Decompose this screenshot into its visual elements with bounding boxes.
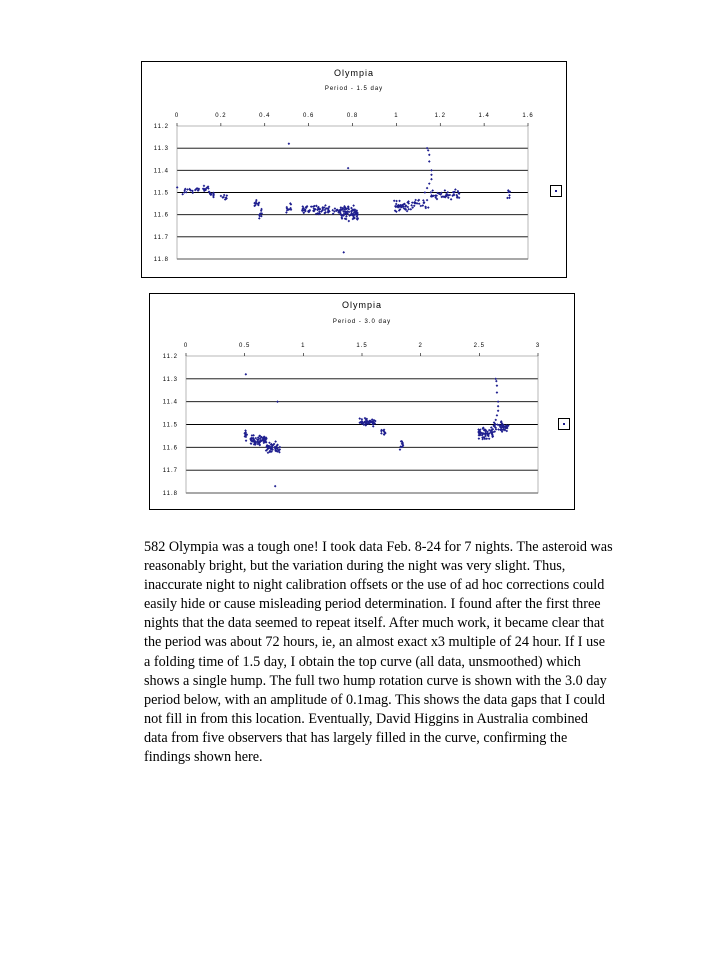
- y-tick-label: 11.3: [153, 146, 169, 153]
- data-point: [420, 205, 423, 208]
- y-tick-label: 11.8: [162, 491, 178, 497]
- data-point: [288, 142, 291, 145]
- data-point: [302, 212, 305, 215]
- data-point: [407, 206, 410, 209]
- chart-title: Olympia: [333, 68, 374, 78]
- data-point: [497, 405, 500, 408]
- data-point: [245, 439, 248, 442]
- x-tick-label: 1: [301, 343, 306, 349]
- data-point: [496, 423, 499, 426]
- data-point: [258, 217, 261, 220]
- data-point: [372, 425, 375, 428]
- data-point: [395, 203, 398, 206]
- data-point: [352, 204, 355, 207]
- y-tick-label: 11.3: [162, 376, 178, 383]
- data-point: [454, 188, 457, 191]
- data-point: [279, 446, 282, 449]
- y-tick-label: 11.4: [162, 399, 178, 406]
- description-paragraph: 582 Olympia was a tough one! I took data Feb. 8-24 for 7 nights. The asteroid was reasonably bright, but the variation during the night was very slight. Thus, inaccurate night to night calibration offsets or the use of ad hoc corrections could easily hide or cause misleading period determination. I found after the first three nights that the data seemed to repeat itself. After much work, it became clear that the period was about 72 hours, ie, an almost exact x3 multiple of 24 hour. If I use a folding time of 1.5 day, I obtain the top curve (all data, unsmoothed) which shows a single hump. The full two hump rotation curve is shown with the 3.0 day period below, with an amplitude of 0.1mag. This shows the data gaps that I could not fill in from this location. Eventually, David Higgins in Australia combined data from five observers that has largely filled in the curve, confirming the findings shown here.: [144, 539, 613, 766]
- data-point: [324, 204, 327, 207]
- data-point: [345, 215, 348, 218]
- data-point: [183, 191, 186, 194]
- data-point: [426, 187, 429, 190]
- data-point: [485, 437, 488, 440]
- data-point: [427, 206, 430, 209]
- legend-marker: [555, 190, 557, 192]
- data-point: [506, 197, 509, 200]
- data-point: [414, 199, 417, 202]
- data-point: [447, 191, 450, 194]
- data-point: [424, 191, 427, 194]
- chart-subtitle: Period - 1.5 day: [324, 86, 384, 92]
- x-tick-label: 0.8: [346, 113, 359, 119]
- data-point: [406, 210, 409, 213]
- data-point: [176, 186, 179, 189]
- legend-box: [558, 418, 570, 430]
- data-point: [358, 417, 361, 420]
- x-tick-label: 1.6: [522, 113, 534, 119]
- data-point: [334, 207, 337, 210]
- data-point: [428, 182, 431, 185]
- scatter-plot-1: [142, 62, 568, 279]
- chart-period-3-0-day: [149, 293, 575, 510]
- chart-subtitle: Period - 3.0 day: [332, 319, 392, 325]
- data-point: [494, 419, 497, 422]
- data-point: [410, 204, 413, 207]
- y-tick-label: 11.8: [153, 257, 169, 263]
- data-point: [393, 199, 396, 202]
- data-point: [413, 204, 416, 207]
- data-point: [191, 192, 194, 195]
- chart-period-1-5-day: [141, 61, 567, 278]
- x-tick-label: 2: [418, 343, 423, 349]
- data-point: [260, 215, 263, 218]
- data-point: [203, 185, 206, 188]
- data-point: [315, 205, 318, 208]
- data-point: [497, 410, 500, 413]
- data-point: [497, 400, 500, 403]
- data-point: [411, 206, 414, 209]
- data-point: [450, 198, 453, 201]
- data-point: [422, 204, 425, 207]
- y-tick-label: 11.4: [153, 168, 169, 175]
- data-point: [268, 441, 271, 444]
- data-point: [274, 440, 277, 443]
- data-point: [488, 437, 491, 440]
- x-tick-label: 3: [535, 343, 541, 349]
- data-point: [497, 428, 500, 431]
- x-tick-label: 2.5: [473, 343, 486, 349]
- x-tick-label: 1.5: [356, 343, 368, 349]
- data-point: [494, 378, 497, 381]
- y-tick-label: 11.5: [162, 422, 178, 429]
- data-point: [427, 149, 430, 152]
- data-point: [426, 199, 429, 202]
- data-point: [428, 154, 431, 157]
- data-point: [430, 191, 433, 194]
- y-tick-label: 11.7: [153, 234, 169, 241]
- data-point: [444, 189, 447, 192]
- x-tick-label: 0.4: [259, 113, 271, 119]
- data-point: [447, 196, 450, 199]
- chart-title: Olympia: [341, 300, 382, 310]
- data-point: [490, 426, 493, 429]
- data-point: [496, 384, 499, 387]
- legend-marker: [563, 423, 565, 425]
- data-point: [411, 201, 414, 204]
- y-tick-label: 11.5: [153, 190, 169, 197]
- data-point: [430, 169, 433, 172]
- data-point: [252, 434, 255, 437]
- y-tick-label: 11.6: [153, 212, 169, 219]
- y-tick-label: 11.7: [162, 468, 178, 475]
- data-point: [310, 205, 313, 208]
- legend-box: [550, 185, 562, 197]
- data-point: [430, 178, 433, 181]
- x-tick-label: 1.2: [434, 113, 446, 119]
- data-point: [508, 194, 511, 197]
- y-tick-label: 11.6: [162, 445, 178, 452]
- data-point: [348, 220, 351, 223]
- x-tick-label: 0.5: [238, 343, 251, 349]
- data-point: [223, 194, 226, 197]
- data-point: [478, 437, 481, 440]
- x-tick-label: 0.2: [215, 113, 227, 119]
- data-point: [276, 400, 279, 403]
- data-point: [186, 188, 189, 191]
- x-tick-label: 1: [394, 113, 399, 119]
- scatter-plot-2: [150, 294, 576, 511]
- data-point: [410, 208, 413, 211]
- data-point: [399, 448, 402, 451]
- data-point: [250, 442, 253, 445]
- data-point: [488, 429, 491, 432]
- data-point: [181, 193, 184, 196]
- data-point: [220, 195, 223, 198]
- data-point: [380, 432, 383, 435]
- data-point: [428, 160, 431, 163]
- y-tick-label: 11.2: [162, 354, 178, 360]
- data-point: [398, 200, 401, 203]
- x-tick-label: 0: [183, 343, 189, 349]
- x-tick-label: 0: [174, 113, 180, 119]
- data-point: [255, 199, 258, 202]
- data-point: [496, 391, 499, 394]
- data-point: [418, 202, 421, 205]
- data-point: [347, 167, 350, 170]
- x-tick-label: 0.6: [302, 113, 315, 119]
- data-point: [426, 147, 429, 150]
- data-point: [285, 211, 288, 214]
- data-point: [496, 414, 499, 417]
- data-point: [495, 380, 498, 383]
- y-tick-label: 11.2: [153, 124, 169, 130]
- data-point: [342, 251, 345, 254]
- x-tick-label: 1.4: [478, 113, 490, 119]
- data-point: [245, 373, 248, 376]
- data-point: [274, 485, 277, 488]
- data-point: [430, 173, 433, 176]
- data-point: [431, 189, 434, 192]
- data-point: [395, 200, 398, 203]
